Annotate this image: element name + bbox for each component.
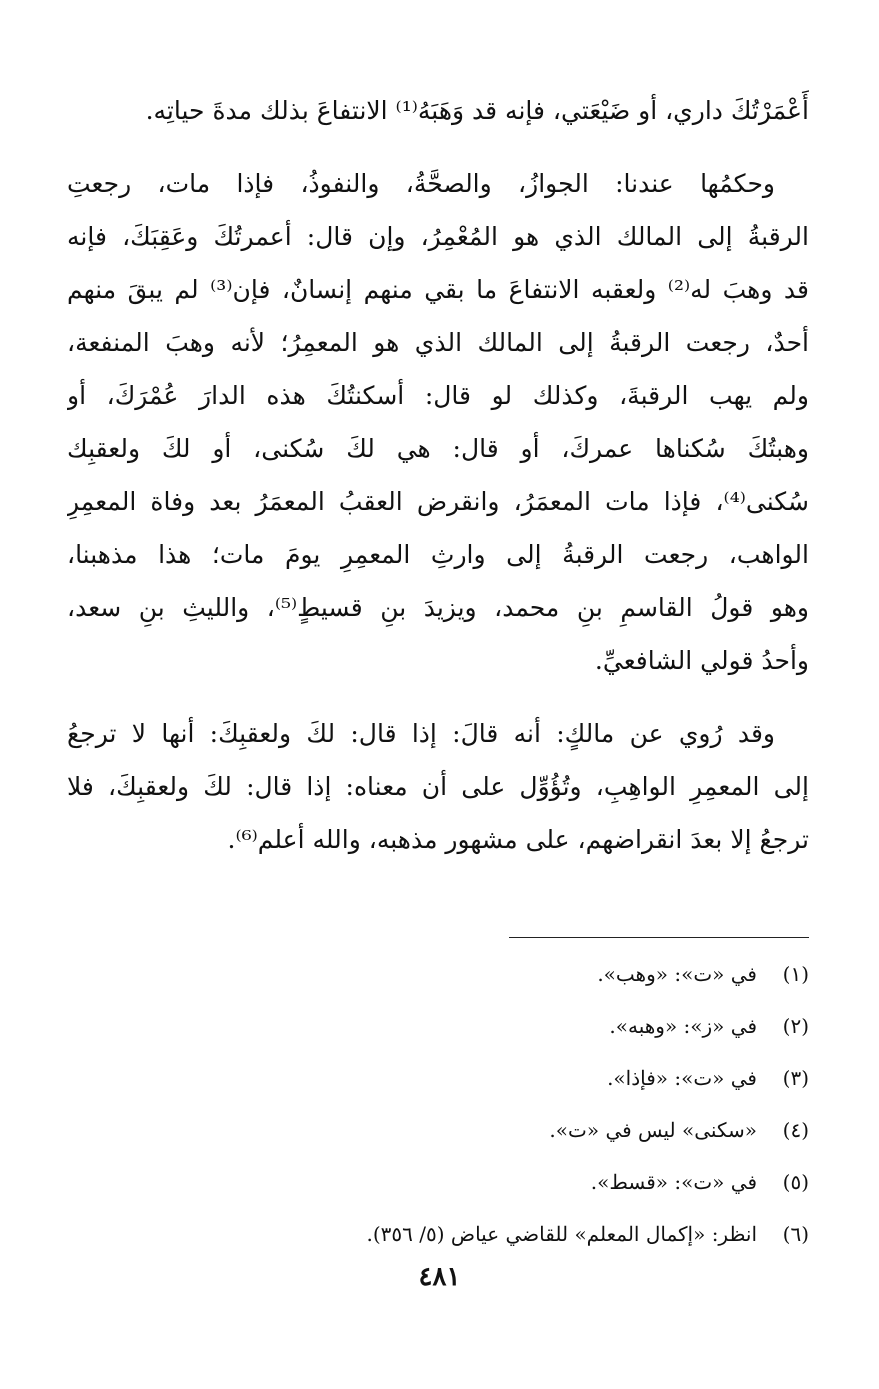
footnote-item [67, 1052, 809, 1104]
text-line: وهبتُكَ سُكناها عمركَ، أو قال: هي لكَ سُكنى، أو لكَ ولعقبِك [67, 434, 809, 463]
footnote-separator [509, 937, 809, 938]
text-line: وأحدُ قولي الشافعيِّ. [594, 646, 809, 675]
text-line: إلى المعمِرِ الواهِبِ، وتُؤُوِّل على أن معناه: إذا قال: لكَ ولعقبِكَ، فلا [67, 772, 809, 801]
text-line: الرقبةُ إلى المالك الذي هو المُعْمِرُ، وإن قال: أعمرتُكَ وعَقِبَكَ، فإنه [67, 222, 809, 251]
footnote-text: انظر: «إكمال المعلم» للقاضي عياض (٥/ ٣٥٦). [366, 1222, 757, 1246]
footnote-item [67, 1156, 809, 1208]
footnote-text: في «ت»: «وهب». [597, 962, 757, 986]
footnote-item [67, 948, 809, 1000]
footnote-item [67, 1000, 809, 1052]
footnote-number: (٦) [782, 1222, 809, 1246]
footnote-text: في «ز»: «وهبه». [609, 1014, 757, 1038]
text-line: قد وهبَ له⁽²⁾ ولعقبه الانتفاعَ ما بقي منهم إنسانٌ، فإن⁽³⁾ لم يبقَ منهم [67, 275, 809, 304]
footnote-number: (١) [782, 962, 809, 986]
footnote-number: (٤) [782, 1118, 809, 1142]
text-line: أحدٌ، رجعت الرقبةُ إلى المالك الذي هو المعمِرُ؛ لأنه وهبَ المنفعة، [67, 328, 809, 357]
footnote-item [67, 1104, 809, 1156]
text-line: ترجعُ إلا بعدَ انقراضهم، على مشهور مذهبه، والله أعلم⁽⁶⁾. [227, 825, 809, 854]
page-number: ٤٨١ [418, 1262, 461, 1292]
main-text-body [67, 84, 809, 866]
text-line: سُكنى⁽⁴⁾، فإذا مات المعمَرُ، وانقرض العقبُ المعمَرُ بعد وفاة المعمِرِ [67, 487, 809, 516]
footnote-text: في «ت»: «قسط». [590, 1170, 757, 1194]
footnote-text: «سكنى» ليس في «ت». [549, 1118, 757, 1142]
footnote-number: (٣) [782, 1066, 809, 1090]
footnote-number: (٥) [782, 1170, 809, 1194]
text-line: وحكمُها عندنا: الجوازُ، والصحَّةُ، والنفوذُ، فإذا مات، رجعتِ [67, 169, 775, 198]
text-line: وقد رُوي عن مالكٍ: أنه قالَ: إذا قال: لكَ ولعقبِكَ: أنها لا ترجعُ [67, 719, 775, 748]
footnote-number: (٢) [782, 1014, 809, 1038]
footnotes [67, 948, 809, 1260]
text-line: وهو قولُ القاسمِ بنِ محمد، ويزيدَ بنِ قسيطٍ⁽⁵⁾، والليثِ بنِ سعد، [67, 593, 809, 622]
footnote-text: في «ت»: «فإذا». [607, 1066, 757, 1090]
text-line: الواهب، رجعت الرقبةُ إلى وارثِ المعمِرِ يومَ مات؛ هذا مذهبنا، [67, 540, 809, 569]
text-line: ولم يهب الرقبةَ، وكذلك لو قال: أسكنتُكَ هذه الدارَ عُمْرَكَ، أو [67, 381, 809, 410]
text-line: أَعْمَرْتُكَ داري، أو ضَيْعَتي، فإنه قد وَهَبَهُ⁽¹⁾ الانتفاعَ بذلك مدةَ حياتِه. [145, 96, 809, 125]
footnote-item [67, 1208, 809, 1260]
